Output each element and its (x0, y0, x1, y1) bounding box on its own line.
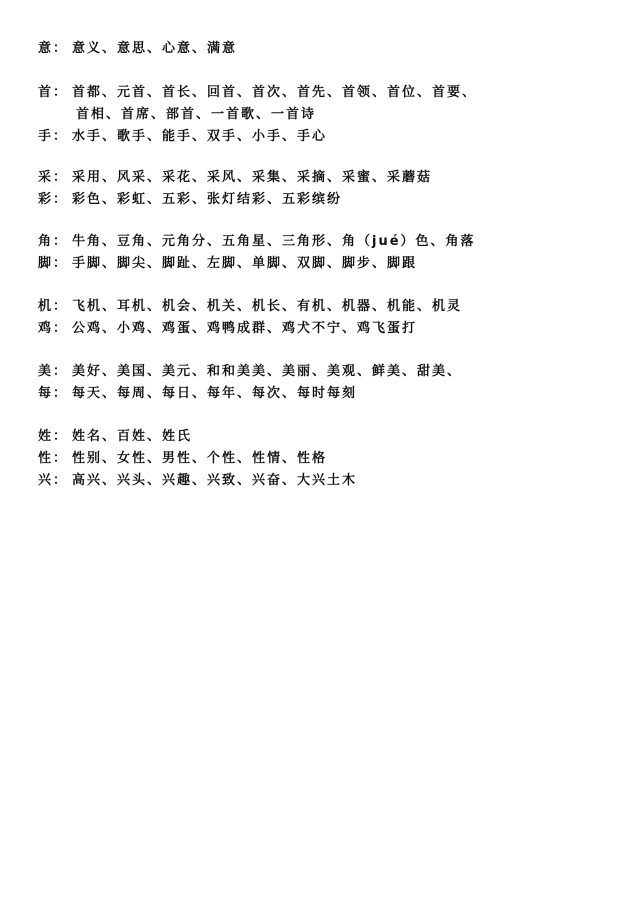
word-list: 彩色、彩虹、五彩、张灯结彩、五彩缤纷 (72, 192, 343, 207)
character-heading: 意： (38, 41, 69, 56)
word-line-shou-head (38, 82, 618, 104)
character-heading: 姓： (38, 429, 69, 444)
word-list: 飞机、耳机、机会、机关、机长、有机、机器、机能、机灵 (72, 299, 463, 314)
word-list: 姓名、百姓、姓氏 (72, 429, 193, 444)
word-line-xing-interest (38, 470, 618, 492)
word-list: 高兴、兴头、兴趣、兴致、兴奋、大兴土木 (72, 473, 358, 488)
character-heading: 彩： (38, 192, 69, 207)
word-list: 美好、美国、美元、和和美美、美丽、美观、鲜美、甜美、 (72, 364, 463, 379)
word-line-jiao-horn (38, 231, 618, 253)
character-heading: 美： (38, 364, 69, 379)
word-list: 牛角、豆角、元角分、五角星、三角形、角（jué）色、角落 (72, 234, 476, 249)
word-list: 公鸡、小鸡、鸡蛋、鸡鸭成群、鸡犬不宁、鸡飞蛋打 (72, 321, 418, 336)
word-line-shou-head-continued (38, 104, 618, 126)
word-group-jiao (38, 231, 618, 275)
word-line-jiao-foot (38, 253, 618, 275)
word-line-xing-surname (38, 426, 618, 448)
character-heading: 机： (38, 299, 69, 314)
character-heading: 手： (38, 129, 69, 144)
word-list: 意义、意思、心意、满意 (72, 41, 238, 56)
character-heading: 每： (38, 386, 69, 401)
word-line-mei-every (38, 383, 618, 405)
character-heading: 角： (38, 234, 69, 249)
word-list: 性别、女性、男性、个性、性情、性格 (72, 451, 328, 466)
word-line-cai-pick (38, 167, 618, 189)
character-heading: 鸡： (38, 321, 69, 336)
word-line-xing-nature (38, 448, 618, 470)
word-group-cai (38, 167, 618, 211)
word-list: 首都、元首、首长、回首、首次、首先、首领、首位、首要、 (72, 85, 478, 100)
word-list: 首相、首席、部首、一首歌、一首诗 (76, 107, 317, 122)
word-line-shou-hand (38, 126, 618, 148)
word-group-shou (38, 82, 618, 148)
word-group-yi (38, 38, 618, 60)
character-heading: 采： (38, 170, 69, 185)
word-group-mei (38, 361, 618, 405)
word-line-ji-chicken (38, 318, 618, 340)
word-line-ji-machine (38, 296, 618, 318)
character-heading: 兴： (38, 473, 69, 488)
character-heading: 脚： (38, 256, 69, 271)
word-list: 采用、风采、采花、采风、采集、采摘、采蜜、采蘑菇 (72, 170, 433, 185)
word-list: 水手、歌手、能手、双手、小手、手心 (72, 129, 328, 144)
word-group-ji (38, 296, 618, 340)
word-list: 手脚、脚尖、脚趾、左脚、单脚、双脚、脚步、脚跟 (72, 256, 418, 271)
word-line-yi (38, 38, 618, 60)
word-list: 每天、每周、每日、每年、每次、每时每刻 (72, 386, 358, 401)
word-group-xing (38, 426, 618, 492)
word-line-mei-beautiful (38, 361, 618, 383)
word-line-cai-color (38, 189, 618, 211)
character-heading: 首： (38, 85, 69, 100)
character-heading: 性： (38, 451, 69, 466)
